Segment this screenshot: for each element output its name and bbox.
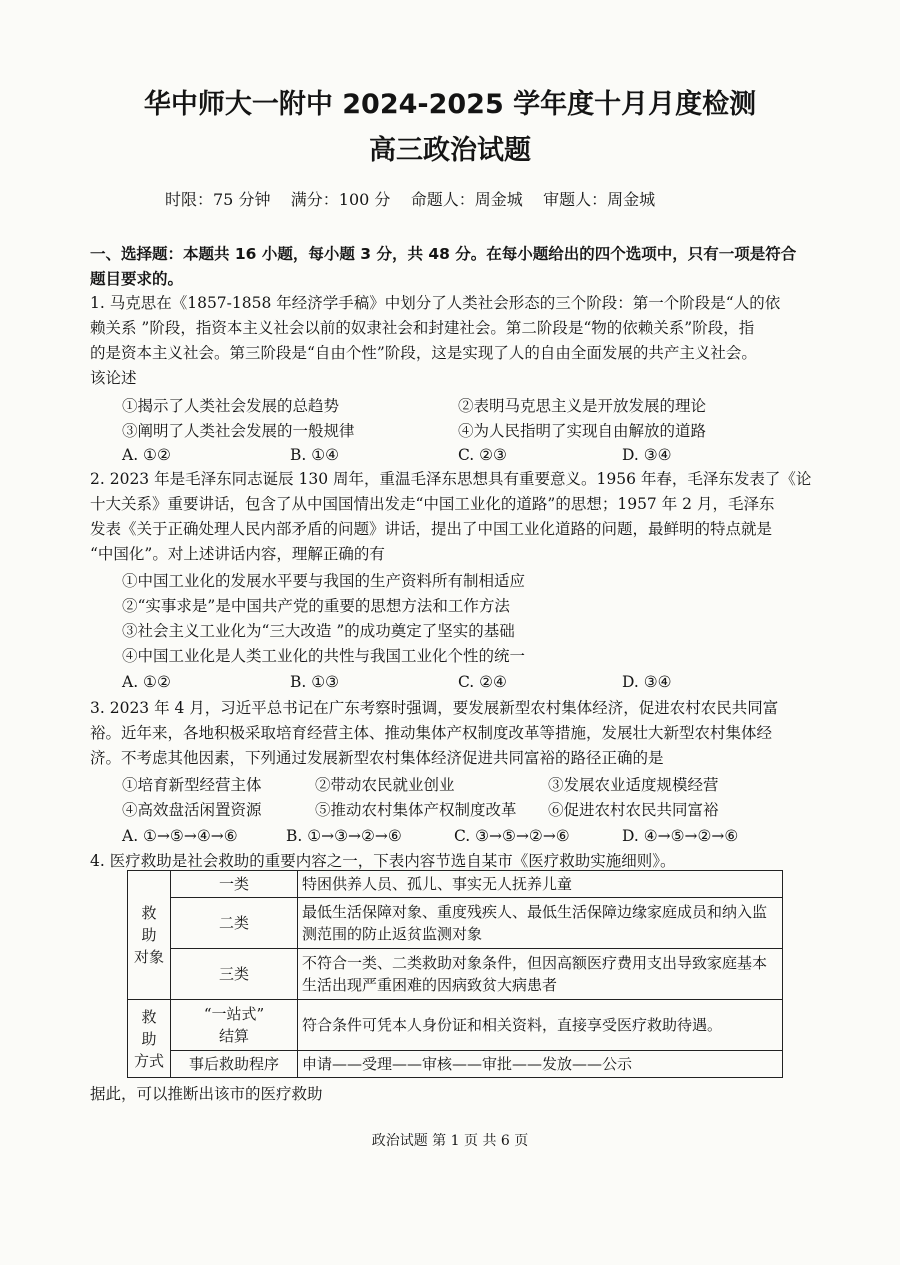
q4-line: 4. 医疗救助是社会救助的重要内容之一，下表内容节选自某市《医疗救助实施细则》。: [90, 852, 676, 870]
category-text: 申请——受理——审核——审批——发放——公示: [298, 1051, 783, 1078]
q1-option-b: B. ①④: [290, 446, 340, 464]
q1-option-c: C. ②③: [458, 446, 507, 464]
q3-option-a: A. ①→⑤→④→⑥: [122, 827, 238, 845]
q4-after-text: 据此，可以推断出该市的医疗救助: [90, 1085, 323, 1103]
q2-option-c: C. ②④: [458, 673, 507, 691]
q1-item: ②表明马克思主义是开放发展的理论: [458, 397, 707, 415]
q2-line: 2. 2023 年是毛泽东同志诞辰 130 周年，重温毛泽东思想具有重要意义。1956 年春，毛泽东发表了《论: [90, 470, 812, 488]
q1-item: ③阐明了人类社会发展的一般规律: [122, 422, 355, 440]
page-footer: 政治试题 第 1 页 共 6 页: [371, 1133, 529, 1149]
q1-line: 1. 马克思在《1857-1858 年经济学手稿》中划分了人类社会形态的三个阶段：第一个阶段是“人的依: [90, 294, 781, 312]
category-text: 符合条件可凭本人身份证和相关资料，直接享受医疗救助待遇。: [298, 1000, 783, 1051]
table-row: [128, 1051, 783, 1078]
q1-item: ①揭示了人类社会发展的总趋势: [122, 397, 340, 415]
medical-aid-table: [127, 870, 783, 1078]
q3-item: ⑤推动农村集体产权制度改革: [315, 801, 517, 819]
q1-line: 赖关系 ”阶段，指资本主义社会以前的奴隶社会和封建社会。第二阶段是“物的依赖关系”阶段，指: [90, 319, 755, 337]
exam-title: 华中师大一附中 2024-2025 学年度十月月度检测: [143, 89, 757, 120]
section-heading-cont: 题目要求的。: [90, 270, 184, 288]
q1-option-a: A. ①②: [122, 446, 171, 464]
q2-line: “中国化”。对上述讲话内容，理解正确的有: [90, 545, 385, 563]
category-text: 不符合一类、二类救助对象条件，但因高额医疗费用支出导致家庭基本生活出现严重困难的因病致贫大病患者: [298, 949, 783, 1000]
q2-item: ②“实事求是”是中国共产党的重要的思想方法和工作方法: [122, 597, 510, 615]
q3-item: ④高效盘活闲置资源: [122, 801, 262, 819]
q3-line: 济。不考虑其他因素，下列通过发展新型农村集体经济促进共同富裕的路径正确的是: [90, 749, 664, 767]
q2-item: ①中国工业化的发展水平要与我国的生产资料所有制相适应: [122, 572, 526, 590]
q3-item: ②带动农民就业创业: [315, 776, 455, 794]
q2-option-b: B. ①③: [290, 673, 340, 691]
q2-line: 发表《关于正确处理人民内部矛盾的问题》讲话，提出了中国工业化道路的问题，最鲜明的特点就是: [90, 520, 773, 538]
q3-item: ⑥促进农村农民共同富裕: [548, 801, 719, 819]
group-label-recipients: 救 助 对象: [128, 871, 171, 1000]
table-row: [128, 949, 783, 1000]
category-label: 事后救助程序: [171, 1051, 298, 1078]
table-row: [128, 871, 783, 898]
q2-option-d: D. ③④: [622, 673, 672, 691]
q3-option-d: D. ④→⑤→②→⑥: [622, 827, 739, 845]
group-label-methods: 救 助 方式: [128, 1000, 171, 1078]
category-label: 二类: [171, 898, 298, 949]
section-heading: 一、选择题：本题共 16 小题，每小题 3 分，共 48 分。在每小题给出的四个选项中，只有一项是符合: [90, 245, 797, 263]
q2-item: ④中国工业化是人类工业化的共性与我国工业化个性的统一: [122, 647, 526, 665]
category-label: 三类: [171, 949, 298, 1000]
q1-line: 的是资本主义社会。第三阶段是“自由个性”阶段，这是实现了人的自由全面发展的共产主义社会。: [90, 344, 757, 362]
q2-item: ③社会主义工业化为“三大改造 ”的成功奠定了坚实的基础: [122, 622, 515, 640]
q3-option-b: B. ①→③→②→⑥: [286, 827, 402, 845]
q2-line: 十大关系》重要讲话，包含了从中国国情出发走“中国工业化的道路”的思想；1957 年 2 月，毛泽东: [90, 495, 775, 513]
q1-line: 该论述: [90, 369, 137, 387]
q3-line: 3. 2023 年 4 月，习近平总书记在广东考察时强调，要发展新型农村集体经济，促进农村农民共同富: [90, 699, 779, 717]
q3-line: 裕。近年来，各地积极采取培育经营主体、推动集体产权制度改革等措施，发展壮大新型农村集体经: [90, 724, 773, 742]
exam-meta: 时限：75 分钟 满分：100 分 命题人：周金城 审题人：周金城: [165, 190, 656, 209]
q1-item: ④为人民指明了实现自由解放的道路: [458, 422, 707, 440]
category-label: 一类: [171, 871, 298, 898]
category-text: 最低生活保障对象、重度残疾人、最低生活保障边缘家庭成员和纳入监测范围的防止返贫监测对象: [298, 898, 783, 949]
table-row: [128, 898, 783, 949]
table-row: [128, 1000, 783, 1051]
category-text: 特困供养人员、孤儿、事实无人抚养儿童: [298, 871, 783, 898]
q2-option-a: A. ①②: [122, 673, 171, 691]
q3-item: ③发展农业适度规模经营: [548, 776, 719, 794]
q3-option-c: C. ③→⑤→②→⑥: [454, 827, 570, 845]
q1-option-d: D. ③④: [622, 446, 672, 464]
q3-item: ①培育新型经营主体: [122, 776, 262, 794]
exam-subtitle: 高三政治试题: [369, 135, 531, 166]
category-label: “一站式” 结算: [171, 1000, 298, 1051]
